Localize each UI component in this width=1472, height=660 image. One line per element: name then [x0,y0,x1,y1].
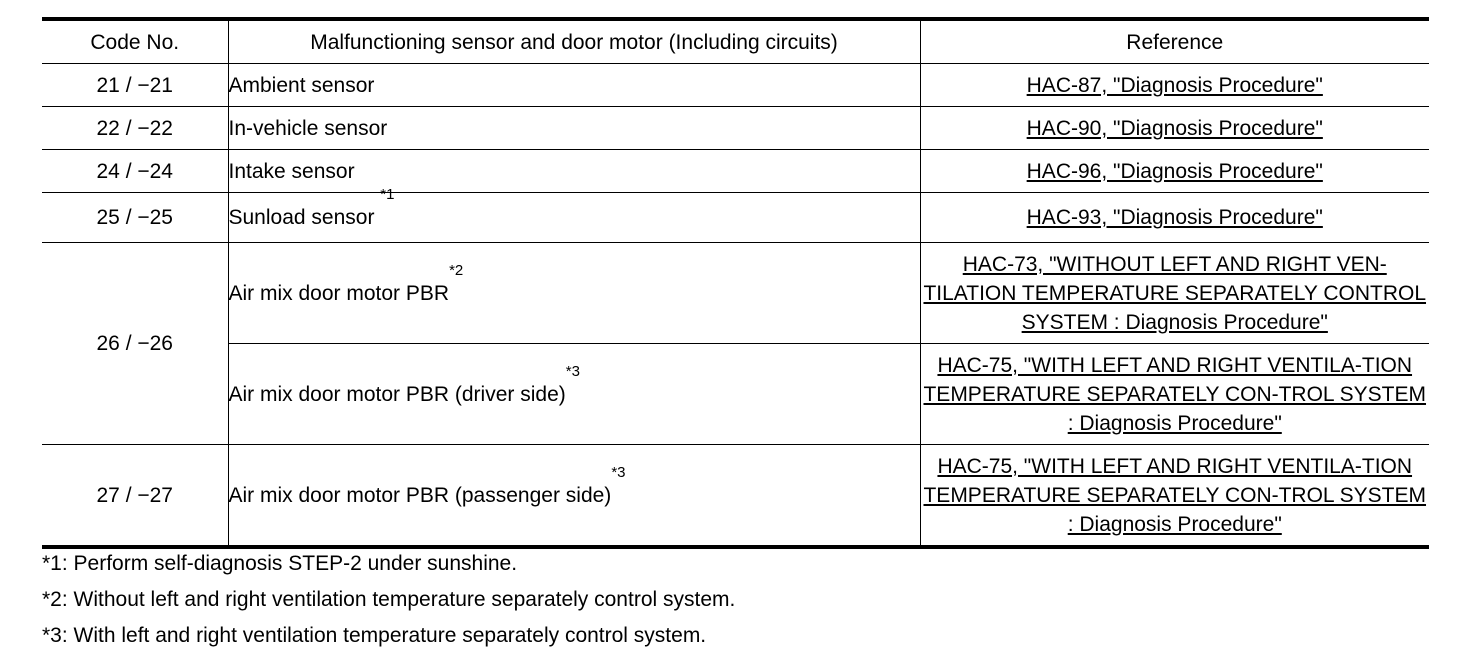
sensor-cell [228,186,920,243]
sensor-label: Air mix door motor PBR [228,281,450,305]
sensor-cell [228,344,920,445]
footnote-3: *3: With left and right ventilation temperature separately control system. [42,624,707,647]
sensor-label: Intake sensor [228,159,355,183]
sensor-cell [228,445,920,548]
header-malfunctioning-sensor: Malfunctioning sensor and door motor (Including circuits) [228,19,920,64]
reference-link[interactable]: HAC-93, "Diagnosis Procedure" [1026,206,1323,229]
sensor-label: Air mix door motor PBR (driver side) [228,382,566,406]
code-cell: 21 / −21 [42,64,228,107]
table-row [42,64,1429,107]
diagnosis-table [42,17,1429,549]
footnote-2: *2: Without left and right ventilation temperature separately control system. [42,588,736,611]
reference-cell [920,193,1429,243]
table-row [42,243,1429,344]
header-reference: Reference [920,19,1429,64]
sensor-cell [228,64,920,107]
code-cell: 22 / −22 [42,107,228,150]
reference-link[interactable]: HAC-73, "WITHOUT LEFT AND RIGHT VEN-TILATION TEMPERATURE SEPARATELY CONTROL SYSTEM : Diagnosis Procedure" [923,252,1427,334]
reference-cell [920,107,1429,150]
reference-link[interactable]: HAC-87, "Diagnosis Procedure" [1026,73,1323,97]
sensor-label: In-vehicle sensor [228,116,388,140]
reference-cell [920,344,1429,445]
header-code-no: Code No. [42,19,228,64]
reference-link[interactable]: HAC-96, "Diagnosis Procedure" [1026,159,1323,183]
sensor-label: Sunload sensor [228,206,381,229]
sensor-label: Ambient sensor [228,73,375,97]
footnote-marker: *3 [611,463,626,481]
code-cell: 25 / −25 [42,193,228,243]
reference-link[interactable]: HAC-75, "WITH LEFT AND RIGHT VENTILA-TION TEMPERATURE SEPARATELY CON-TROL SYSTEM : Diagnosis Procedure" [923,454,1427,536]
sensor-cell [228,243,920,344]
footnote-1: *1: Perform self-diagnosis STEP-2 under sunshine. [42,552,518,575]
footnote-marker: *3 [565,362,580,380]
sensor-cell [228,107,920,150]
table-row [42,107,1429,150]
table-row [42,344,1429,445]
footnote-marker: *1 [380,186,395,203]
footnote-marker: *2 [449,261,464,279]
table-header-row [42,19,1429,64]
sensor-cell [228,150,920,193]
footnotes [42,549,735,657]
code-cell: 26 / −26 [42,243,228,445]
reference-cell [920,150,1429,193]
table-row [42,445,1429,548]
sensor-label: Air mix door motor PBR (passenger side) [228,483,612,507]
table-row [42,150,1429,193]
code-cell: 27 / −27 [42,445,228,548]
reference-cell [920,243,1429,344]
reference-cell [920,445,1429,548]
reference-cell [920,64,1429,107]
table-row [42,193,1429,243]
reference-link[interactable]: HAC-90, "Diagnosis Procedure" [1026,116,1323,140]
reference-link[interactable]: HAC-75, "WITH LEFT AND RIGHT VENTILA-TION TEMPERATURE SEPARATELY CON-TROL SYSTEM : Diagnosis Procedure" [923,353,1427,435]
code-cell: 24 / −24 [42,150,228,193]
